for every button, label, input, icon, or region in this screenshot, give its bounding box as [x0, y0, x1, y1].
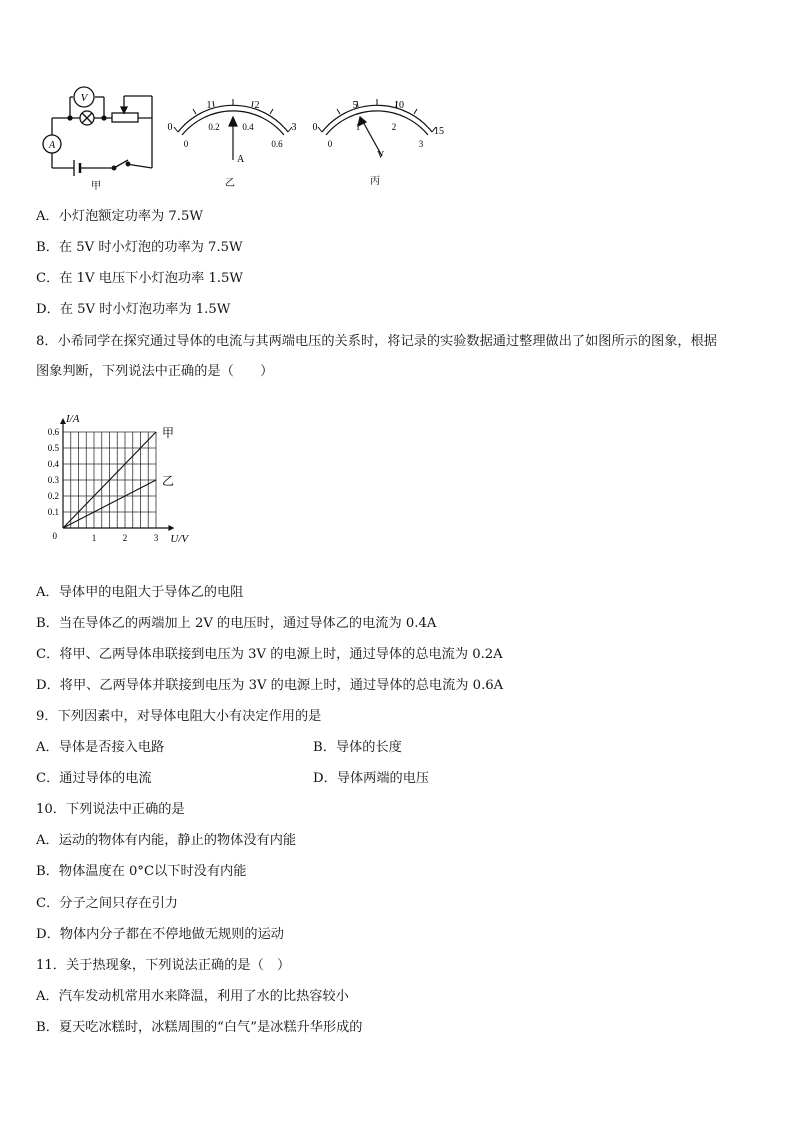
q7-option-c: C．在 1V 电压下小灯泡功率 1.5W — [36, 271, 243, 286]
q10-stem: 10．下列说法中正确的是 — [36, 802, 185, 817]
q8-option-b: B．当在导体乙的两端加上 2V 的电压时，通过导体乙的电流为 0.4A — [36, 616, 437, 631]
series-label-0: 甲 — [162, 426, 175, 440]
q10-option-d: D．物体内分子都在不停地做无规则的运动 — [36, 927, 284, 942]
q8-option-c: C．将甲、乙两导体串联接到电压为 3V 的电源上时，通过导体的总电流为 0.2A — [36, 647, 503, 662]
ammeter-bottom-tick-3: 0.6 — [271, 139, 283, 149]
q10-option-b: B．物体温度在 0°C以下时没有内能 — [36, 864, 247, 879]
voltmeter-top-tick-1: 5 — [352, 100, 358, 111]
y-axis-label: I/A — [66, 413, 80, 425]
q7-option-b: B．在 5V 时小灯泡的功率为 7.5W — [36, 240, 243, 255]
y-tick-label: 0.3 — [47, 475, 59, 485]
q8-option-a: A．导体甲的电阻大于导体乙的电阻 — [36, 585, 244, 600]
circuit-ammeter-symbol: A — [48, 140, 56, 151]
q8-option-d: D．将甲、乙两导体并联接到电压为 3V 的电源上时，通过导体的总电流为 0.6A — [36, 678, 504, 693]
q9-option-d: D．导体两端的电压 — [313, 771, 430, 786]
label-jia: 甲 — [91, 181, 101, 192]
voltmeter-top-tick-0: 0 — [312, 122, 318, 133]
y-tick-label: 0.6 — [47, 427, 59, 437]
top-figures — [30, 86, 460, 196]
q8-stem-line1: 8．小希同学在探究通过导体的电流与其两端电压的关系时，将记录的实验数据通过整理做出了如图所示的图象，根据 — [36, 334, 717, 349]
q7-option-d: D．在 5V 时小灯泡功率为 1.5W — [36, 302, 231, 317]
y-tick-label: 0.4 — [47, 459, 59, 469]
ammeter-unit: A — [237, 154, 245, 165]
q8-stem-line2: 图象判断，下列说法中正确的是（ ） — [36, 364, 274, 379]
ammeter-top-tick-1: 1 — [206, 100, 212, 111]
y-tick-label: 0.2 — [47, 491, 59, 501]
circuit-diagram — [43, 87, 152, 176]
x-tick-label: 1 — [91, 533, 97, 543]
voltmeter-bottom-tick-2: 2 — [391, 122, 397, 132]
y-tick-label: 0.5 — [47, 443, 59, 453]
ammeter-bottom-tick-2: 0.4 — [242, 122, 254, 132]
y-tick-label: 0.1 — [47, 507, 59, 517]
q9-stem: 9．下列因素中，对导体电阻大小有决定作用的是 — [36, 709, 322, 724]
x-tick-label: 2 — [122, 533, 128, 543]
q11-option-b: B．夏天吃冰糕时，冰糕周围的“白气”是冰糕升华形成的 — [36, 1020, 363, 1035]
ammeter-top-tick-0: 0 — [167, 122, 173, 133]
origin-label: 0 — [52, 531, 57, 541]
q9-option-b: B．导体的长度 — [313, 740, 402, 755]
x-axis-arrow — [168, 525, 174, 531]
voltmeter-bottom-tick-3: 3 — [418, 139, 424, 149]
series-label-1: 乙 — [162, 474, 175, 488]
voltmeter-bottom-tick-0: 0 — [327, 139, 333, 149]
x-axis-label: U/V — [170, 533, 189, 545]
ammeter-top-tick-3: 3 — [291, 122, 297, 133]
x-tick-label: 3 — [153, 533, 159, 543]
q11-stem: 11．关于热现象，下列说法正确的是（ ） — [36, 958, 291, 973]
label-bing: 丙 — [370, 176, 380, 187]
voltmeter-bottom-tick-1: 1 — [355, 122, 361, 132]
circuit-voltmeter-symbol: V — [80, 92, 88, 104]
q10-option-c: C．分子之间只存在引力 — [36, 896, 178, 911]
ammeter-dial — [174, 99, 292, 160]
q10-option-a: A．运动的物体有内能，静止的物体没有内能 — [36, 833, 297, 848]
voltmeter-top-tick-2: 10 — [394, 100, 404, 111]
voltmeter-unit: V — [377, 150, 385, 161]
ammeter-top-tick-2: 2 — [254, 100, 260, 111]
q9-option-c: C．通过导体的电流 — [36, 771, 152, 786]
ammeter-bottom-tick-1: 0.2 — [208, 122, 220, 132]
ammeter-bottom-tick-0: 0 — [183, 139, 189, 149]
q11-option-a: A．汽车发动机常用水来降温，利用了水的比热容较小 — [36, 989, 349, 1004]
voltmeter-top-tick-3: 15 — [434, 126, 444, 137]
q9-option-a: A．导体是否接入电路 — [36, 740, 165, 755]
iu-graph — [30, 400, 210, 550]
q7-option-a: A．小灯泡额定功率为 7.5W — [36, 209, 203, 224]
label-yi: 乙 — [225, 178, 235, 189]
